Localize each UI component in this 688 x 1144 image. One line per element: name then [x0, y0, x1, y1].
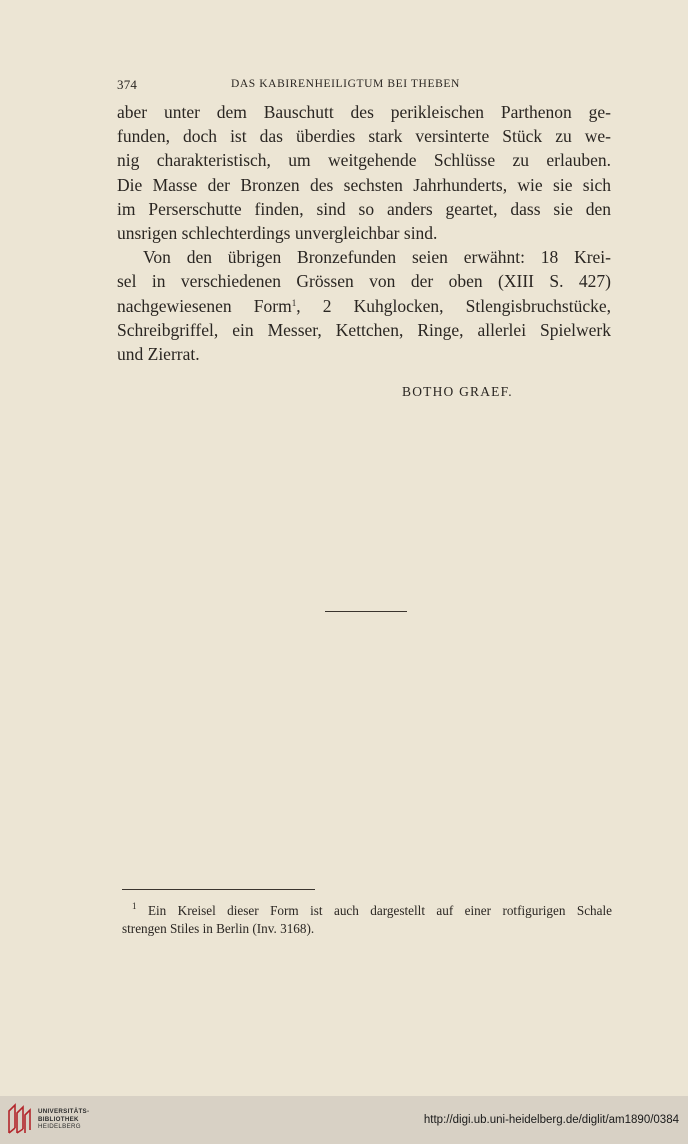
text-line: unsrigen schlechterdings unvergleichbar sind. [117, 222, 438, 243]
footnote-separator [122, 889, 315, 890]
university-library-logo-icon [6, 1102, 32, 1136]
footnote-line [122, 902, 612, 920]
library-name [38, 1108, 89, 1131]
text-line: aber unter dem Bauschutt des perikleischen Parthenon ge- [117, 102, 611, 122]
footnote-line: strengen Stiles in Berlin (Inv. 3168). [122, 921, 315, 936]
text-line: Schreibgriffel, ein Messer, Kettchen, Ringe, allerlei Spielwerk [117, 319, 611, 340]
footnote-text: Ein Kreisel dieser Form ist auch dargestellt auf einer rotfigurigen Schale [147, 903, 613, 918]
text-line: nig charakteristisch, um weitgehende Schlüsse zu erlauben. [117, 150, 611, 171]
text-segment: , 2 Kuhglocken, Stlengisbruchstücke, [296, 295, 612, 316]
text-line: und Zierrat. [117, 343, 200, 364]
text-line: sel in verschiedenen Grössen von der oben (XIII S. 427) [117, 271, 611, 292]
text-line: Die Masse der Bronzen des sechsten Jahrhunderts, wie sie sich [117, 174, 611, 195]
footnote-reference: 1 [291, 297, 297, 308]
library-name-line: BIBLIOTHEK [38, 1115, 79, 1123]
permalink-url[interactable]: http://digi.ub.uni-heidelberg.de/diglit/am1890/0384 [423, 1114, 679, 1126]
author-signature: BOTHO GRAEF. [402, 384, 513, 399]
library-name-line: UNIVERSITÄTS- [38, 1108, 90, 1115]
footnote [122, 902, 612, 938]
main-text-block [117, 100, 611, 366]
footer-bar [0, 1096, 688, 1144]
running-title: DAS KABIRENHEILIGTUM BEI THEBEN [231, 78, 460, 90]
text-line: Von den übrigen Bronzefunden seien erwähnt: 18 Krei- [143, 247, 611, 268]
text-line [117, 294, 611, 318]
text-line: funden, doch ist das überdies stark versinterte Stück zu we- [117, 126, 611, 147]
section-end-rule [325, 611, 407, 612]
library-name-line: HEIDELBERG [38, 1123, 81, 1130]
footnote-marker: 1 [132, 901, 137, 911]
running-header [117, 77, 612, 91]
text-segment: nachgewiesenen Form [117, 295, 292, 316]
page-number: 374 [117, 77, 138, 92]
text-line: im Perserschutte finden, sind so anders geartet, dass sie den [117, 198, 611, 219]
